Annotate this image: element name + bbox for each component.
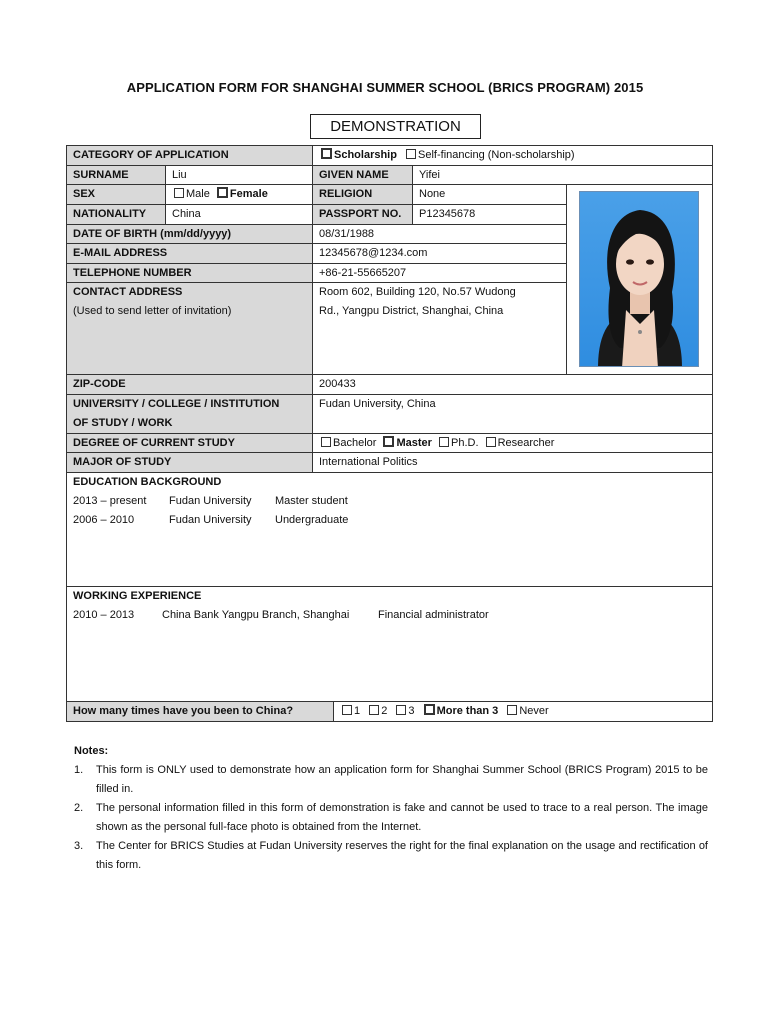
- demonstration-label: DEMONSTRATION: [310, 114, 481, 139]
- education-role: Master student: [275, 495, 348, 507]
- surname-label: SURNAME: [66, 165, 166, 185]
- zip-value: 200433: [312, 374, 713, 395]
- visits-never-checkbox[interactable]: [507, 705, 517, 715]
- master-checkbox[interactable]: [383, 436, 394, 447]
- work-period: 2010 – 2013: [73, 609, 135, 621]
- education-label: EDUCATION BACKGROUND: [73, 476, 222, 488]
- visits-more-checkbox[interactable]: [424, 704, 435, 715]
- note-text: The personal information filled in this form of demonstration is fake and cannot be used to trace to a real person. The image shown as the personal full-face photo is obtained from the Internet.: [96, 802, 708, 833]
- visits-more-label: More than 3: [436, 705, 499, 717]
- self-financing-label: Self-financing (Non-scholarship): [418, 149, 575, 161]
- scholarship-checkbox[interactable]: [321, 148, 332, 159]
- visits-1-checkbox[interactable]: [342, 705, 352, 715]
- female-label: Female: [229, 188, 268, 200]
- work-row: [73, 606, 706, 625]
- phone-label: TELEPHONE NUMBER: [66, 263, 313, 283]
- work-section: [66, 586, 713, 702]
- portrait-image: [580, 192, 699, 367]
- notes-heading: Notes:: [74, 745, 109, 757]
- education-row: [73, 492, 706, 511]
- phd-label: Ph.D.: [451, 437, 479, 449]
- visits-options: [333, 701, 713, 722]
- email-label: E-MAIL ADDRESS: [66, 243, 313, 264]
- visits-2-checkbox[interactable]: [369, 705, 379, 715]
- dob-label: DATE OF BIRTH (mm/dd/yyyy): [66, 224, 313, 244]
- category-label: CATEGORY OF APPLICATION: [66, 145, 313, 166]
- visits-1-label: 1: [354, 705, 361, 717]
- nationality-label: NATIONALITY: [66, 204, 166, 225]
- note-item: [74, 837, 708, 875]
- note-number: 3.: [74, 840, 84, 852]
- religion-value: None: [412, 184, 567, 205]
- visits-2-label: 2: [381, 705, 388, 717]
- degree-options: [312, 433, 713, 453]
- note-item: [74, 799, 708, 837]
- female-checkbox[interactable]: [217, 187, 228, 198]
- note-text: The Center for BRICS Studies at Fudan University reserves the right for the final explanation on the usage and rectification of this form.: [96, 840, 708, 871]
- education-section: [66, 472, 713, 587]
- visits-3-label: 3: [408, 705, 415, 717]
- researcher-checkbox[interactable]: [486, 437, 496, 447]
- bachelor-checkbox[interactable]: [321, 437, 331, 447]
- form-title: APPLICATION FORM FOR SHANGHAI SUMMER SCHOOL (BRICS PROGRAM) 2015: [126, 80, 644, 95]
- address-line-2: Rd., Yangpu District, Shanghai, China: [319, 305, 504, 317]
- visits-3-checkbox[interactable]: [396, 705, 406, 715]
- phone-value: +86-21-55665207: [312, 263, 567, 283]
- male-checkbox[interactable]: [174, 188, 184, 198]
- visits-never-label: Never: [519, 705, 549, 717]
- researcher-label: Researcher: [497, 437, 555, 449]
- visits-label: How many times have you been to China?: [66, 701, 334, 722]
- note-number: 2.: [74, 802, 84, 814]
- address-label: CONTACT ADDRESS: [73, 286, 183, 298]
- scholarship-label: Scholarship: [334, 149, 397, 161]
- email-value: 12345678@1234.com: [312, 243, 567, 264]
- note-text: This form is ONLY used to demonstrate how an application form for Shanghai Summer School (BRICS Program) 2015 to be filled in.: [96, 764, 708, 795]
- category-options: [312, 145, 713, 166]
- applicant-photo: [579, 191, 699, 367]
- address-label-cell: [66, 282, 313, 375]
- male-label: Male: [186, 188, 210, 200]
- given-name-label: GIVEN NAME: [312, 165, 413, 185]
- given-name-value: Yifei: [412, 165, 713, 185]
- dob-value: 08/31/1988: [312, 224, 567, 244]
- sex-label: SEX: [66, 184, 166, 205]
- passport-label: PASSPORT NO.: [312, 204, 413, 225]
- degree-label: DEGREE OF CURRENT STUDY: [66, 433, 313, 453]
- education-row: [73, 511, 706, 530]
- university-label-line-2: OF STUDY / WORK: [73, 417, 173, 429]
- self-financing-checkbox[interactable]: [406, 149, 416, 159]
- education-period: 2006 – 2010: [73, 514, 135, 526]
- address-line-1: Room 602, Building 120, No.57 Wudong: [319, 286, 516, 298]
- education-period: 2013 – present: [73, 495, 147, 507]
- phd-checkbox[interactable]: [439, 437, 449, 447]
- education-school: Fudan University: [169, 514, 252, 526]
- sex-options: [165, 184, 313, 205]
- major-value: International Politics: [312, 452, 713, 473]
- work-org: China Bank Yangpu Branch, Shanghai: [162, 609, 350, 621]
- work-label: WORKING EXPERIENCE: [73, 590, 202, 602]
- university-label-cell: [66, 394, 313, 434]
- education-role: Undergraduate: [275, 514, 349, 526]
- education-school: Fudan University: [169, 495, 252, 507]
- address-sublabel: (Used to send letter of invitation): [73, 305, 232, 317]
- master-label: Master: [396, 437, 432, 449]
- address-value-cell: [312, 282, 567, 375]
- major-label: MAJOR OF STUDY: [66, 452, 313, 473]
- note-number: 1.: [74, 764, 84, 776]
- work-role: Financial administrator: [378, 609, 489, 621]
- note-item: [74, 761, 708, 799]
- passport-value: P12345678: [412, 204, 567, 225]
- zip-label: ZIP-CODE: [66, 374, 313, 395]
- religion-label: RELIGION: [312, 184, 413, 205]
- university-label-line-1: UNIVERSITY / COLLEGE / INSTITUTION: [73, 398, 280, 410]
- surname-value: Liu: [165, 165, 313, 185]
- nationality-value: China: [165, 204, 313, 225]
- university-value: Fudan University, China: [312, 394, 713, 434]
- bachelor-label: Bachelor: [333, 437, 377, 449]
- notes-section: [74, 742, 708, 875]
